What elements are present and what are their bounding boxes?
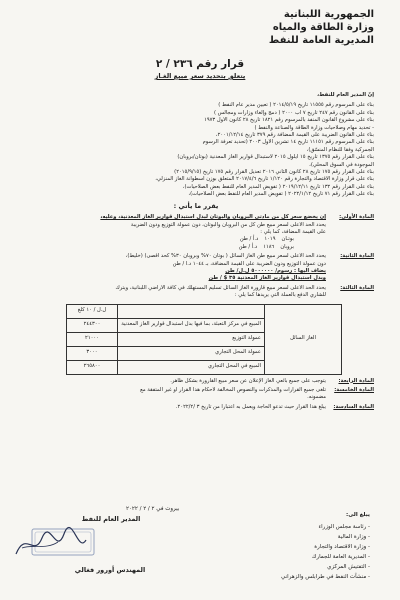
decision-title: قرار رقم ٢٣٦ / ٢ [155,58,245,70]
table-header-row [67,304,342,318]
table-row-desc: المبيع في المحل التجاري [118,360,265,374]
article-2-line: يحدد الحد الأعلى لسعر مبيع طن الغاز السائل ( بوتان ٧٠% وبروبان ٣٠% كحد أقصى) (خليط)، [125,253,326,260]
preamble-line: بناء على القرار رقم ٧١ تاريخ ٢٠٢٢/١/١٢ ( تفويض المدير العام للنفط بعض الصلاحيات)، [188,191,374,198]
propane-price-row [18,244,374,251]
article-2-line: يضاف اليها : رسوم/ ٥٠٠٠٠٠٠ ل.ل/ طن [225,267,326,274]
article-3-line: يحدد الحد الأعلى لسعر مبيع قارورة الغاز السائل تسليم المستهلك في كافة الأراضي اللبنانية، ويترك [115,284,326,291]
article-6-label: المادة السادسة: [333,403,374,410]
article-5-label: المادة الخامسة: [334,386,374,393]
article-1-line: على القيمة المضافة، كما يلي : [260,228,326,235]
preamble-line: بناء على المرسوم رقم ١١٥٥٥ تاريخ ٢٠١٤/٥/١٩ ( تعيين مدير عام النفط ) [218,102,374,109]
table-row-desc: عمولة المحل التجاري [118,346,265,360]
preamble-line: بناء على القرار رقم ١٣٢ تاريخ ٢٠١٩/١٢/١١ ( تفويض المدير العام للنفط بعض الصلاحيات)، [182,183,374,190]
article-6 [18,404,374,411]
document-body [18,92,374,411]
recipient-item: - منشآت النفط في طرابلس والزهراني [281,572,370,582]
preamble-line: بناء على القانون الضريبة على القيمة المضافة رقم ٣٧٩ تاريخ ٢٠٠١/١٢/١٤، [215,132,374,139]
table-row-value: ٢١٠٠٠ [67,332,118,346]
recipients-list [281,510,370,582]
recipient-item: - وزارة الاقتصاد والتجارة [281,542,370,552]
article-2 [18,253,374,283]
price-table [66,304,342,375]
article-1-label: المادة الأولى: [339,214,374,221]
table-unit-header: ل.ل / ١٠ كلغ [67,304,118,318]
stamp-signature-graphic [12,526,100,560]
recipient-item: - رئاسة مجلس الوزراء [281,522,370,532]
preamble-line: بناء على القرار رقم ١٧٥ تاريخ ٢٨ كانون الثاني ٢٠١٦ تعديل القرار رقم ١٧٥ تاريخ (٢٠١٥/٩/١٥) [174,169,374,176]
article-2-label: المادة الثانية: [340,253,374,260]
article-4 [18,378,374,385]
recipient-item: - وزارة المالية [281,532,370,542]
issue-date: بيروت في ٢ / ٢ / ٢٠٢٢ [126,506,180,512]
preamble-line: بناء على القرار رقم ١٣٧٥ تاريخ ١٥ أيلول ٢٠١٥ لاستبدال قوارير الغاز المعدنية (بوتان/بروبان) [177,154,374,161]
table-row-value: ٢٦٥٨٠٠ [67,360,118,374]
letterhead [269,8,374,47]
preamble-line: بناء على المرسوم رقم ١١١٥١ تاريخ ١٤ تشرين الأول ٢٠٠٣ (تحديد تعرفة الرسوم [202,139,374,146]
article-2-line: دون عمولة التوزيع ودون الضريبة على القيمة المضافة، بـ ١٠٤٤ د.أ / طن [172,260,326,267]
butane-label: بوتـان [281,236,294,243]
article-6-line: يبلّغ هذا القرار حيث تدعو الحاجة ويعمل به اعتباراً من تاريخ ٣ /٢٠٢٢/٢. [175,403,326,410]
preamble-line: - تحديد مهام وصلاحيات وزارة الطاقة والصناعة والنفط ) [254,124,374,131]
letterhead-line-3: المديرية العامة للنفط [268,35,374,46]
table-row-desc: المبيع في مركز التعبئة، بما فيها بدل استبدال قوارير الغاز المعدنية [118,318,265,332]
recipient-item: - التفتيش المركزي [281,562,370,572]
article-5-line: تلغى جميع القرارات والمذكرات والنصوص المخالفة لأحكام هذا القرار أو غير المتفقة مع [140,386,326,393]
article-1-line: يحدد الحد الأعلى لسعر مبيع طن كل من البروبان والبوتان، دون عمولة التوزيع ودون الضريبة [130,221,326,228]
article-5 [18,387,374,402]
article-4-line: يتوجب على جميع بائعي الغاز الإعلان عن سعر مبيع القارورة بشكل ظاهر. [170,377,326,384]
preamble-line: بناء على مشروع القانون المنفذ بالمرسوم رقم ١٨٢١ تاريخ ٢٨ كانون الأول ١٩٧٣ [204,117,374,124]
article-3-line: للشاري الدفع بالعملة التي يريدها كما يلي : [234,292,326,299]
article-2-line: وبدل استبدال قوارير الغاز المعدنية ٣٥ $ / طن [208,275,326,282]
preamble-line: الجمركية وفقاً للنظام المنسّق)، [306,146,374,153]
official-stamp [12,526,100,560]
preamble-line: بناء على القانون رقم ٢٤٧ تاريخ ٧ آب ٢٠٠٠ ( دمج وإلغاء وزارات ومجالس ) [213,109,374,116]
table-row-desc: عمولة التوزيع [118,332,265,346]
gas-category-cell: الغاز السائل [265,304,342,374]
preamble-line: الموجودة في السوق المحلي)، [309,161,374,168]
decision-subject: يتعلق بتحديد سعر مبيع الغـاز [154,72,246,80]
propane-label: بروبان [280,243,294,250]
signer-title: المدير العام للنفط [81,515,141,523]
butane-price-row [18,236,374,243]
decides-heading: يقرر ما يأتي : [173,201,219,210]
propane-price: ١١٨٦ [263,243,275,250]
recipient-item: - المديرية العامة للجمارك [281,552,370,562]
propane-unit: د.أ / طن [238,243,258,250]
recipients-label: يبلغ الى: [346,512,370,518]
article-3 [18,285,374,300]
signer-name: المهندس أورور فغالي [74,566,146,574]
article-1-line: إن يخضع سعر كل من مادتي البروبان والبوتان لبدل استبدال قوارير الغاز المعدنية، وعليه، [100,214,326,221]
table-row-value: ٣٠٠٠ [67,346,118,360]
preamble-line: بناء على قرار وزارة الاقتصاد والتجارة رقم ١/١٢٠ تاريخ ٢٠١٧/٤/٦ المتعلق بوزن أسطوانة الغاز المنزلي، [155,176,374,183]
letterhead-line-1: الجمهورية اللبنانية [283,9,374,20]
table-row-value: ٢٤٤٣٠٠ [67,318,118,332]
article-4-label: المادة الرابعة: [338,377,374,384]
preamble-intro: إنّ المدير العام للنفط، [317,92,374,98]
butane-unit: د.أ / طن [239,236,259,243]
letterhead-line-2: وزارة الطاقة والمياه [272,22,374,33]
article-3-label: المادة الثالثة: [340,284,374,291]
article-5-line: مضمونه. [307,394,326,401]
butane-price: ١٠١٩ [264,236,276,243]
article-1 [18,214,374,236]
